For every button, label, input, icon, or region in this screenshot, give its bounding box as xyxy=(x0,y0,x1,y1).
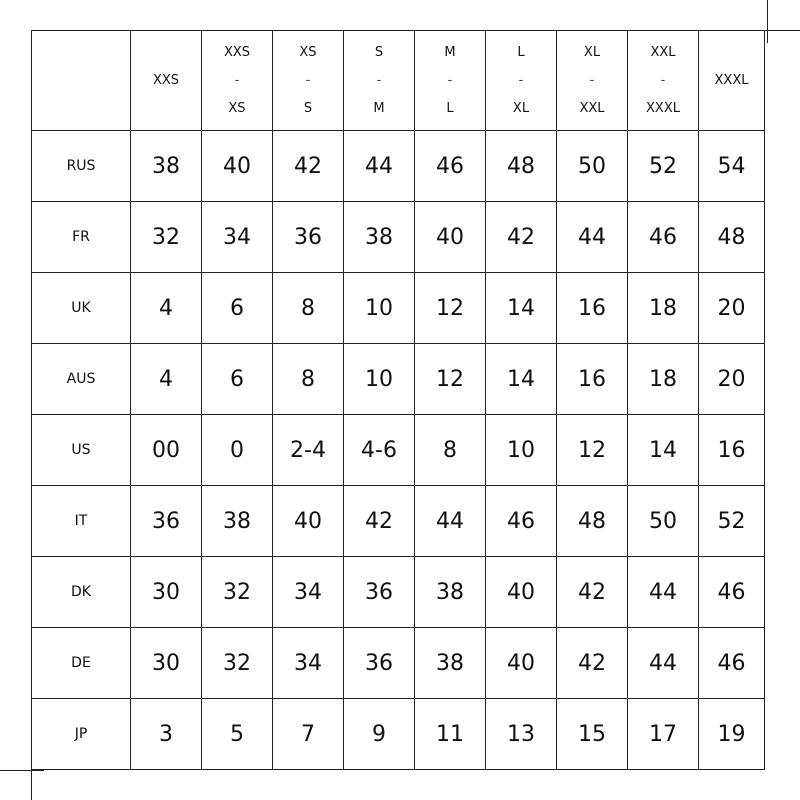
row-label: RUS xyxy=(32,131,131,202)
size-value-cell: 48 xyxy=(557,486,628,557)
size-value-cell: 50 xyxy=(557,131,628,202)
table-row xyxy=(32,415,765,486)
size-value-cell: 20 xyxy=(699,273,765,344)
size-value-cell: 20 xyxy=(699,344,765,415)
column-header xyxy=(628,31,699,131)
size-value-cell: 34 xyxy=(202,202,273,273)
size-value-cell: 10 xyxy=(344,273,415,344)
column-header-line: XXL xyxy=(579,100,605,116)
size-value-cell: 42 xyxy=(344,486,415,557)
size-value-cell: 52 xyxy=(628,131,699,202)
table-row xyxy=(32,202,765,273)
column-header xyxy=(131,31,202,131)
table-row xyxy=(32,628,765,699)
size-value-cell: 46 xyxy=(486,486,557,557)
size-value-cell: 52 xyxy=(699,486,765,557)
crop-mark-top-right-vertical xyxy=(767,0,768,43)
column-header-line: L xyxy=(517,44,525,60)
column-header-stack xyxy=(344,39,414,123)
size-value-cell: 15 xyxy=(557,699,628,770)
size-value-cell: 8 xyxy=(273,344,344,415)
column-header-stack xyxy=(628,39,698,123)
column-header-line: S xyxy=(374,44,384,60)
size-value-cell: 40 xyxy=(273,486,344,557)
size-value-cell: 40 xyxy=(486,628,557,699)
table-row xyxy=(32,699,765,770)
size-value-cell: 6 xyxy=(202,273,273,344)
column-header-line: S xyxy=(303,100,313,116)
column-header-line: XS xyxy=(228,100,246,116)
column-header-stack xyxy=(486,39,556,123)
column-header-stack xyxy=(415,39,485,123)
size-value-cell: 44 xyxy=(628,628,699,699)
size-value-cell: 38 xyxy=(344,202,415,273)
column-header-line: L xyxy=(446,100,454,116)
crop-mark-bottom-left-horizontal xyxy=(0,770,44,771)
size-value-cell: 00 xyxy=(131,415,202,486)
column-header-line: - xyxy=(589,72,595,88)
size-value-cell: 0 xyxy=(202,415,273,486)
size-value-cell: 9 xyxy=(344,699,415,770)
column-header xyxy=(344,31,415,131)
row-label: DE xyxy=(32,628,131,699)
size-value-cell: 42 xyxy=(557,628,628,699)
column-header-line: XXS xyxy=(223,44,251,60)
size-value-cell: 14 xyxy=(486,273,557,344)
size-value-cell: 30 xyxy=(131,628,202,699)
size-value-cell: 48 xyxy=(699,202,765,273)
column-header-line: XXXL xyxy=(646,100,680,116)
size-value-cell: 7 xyxy=(273,699,344,770)
column-header-line: - xyxy=(234,72,240,88)
size-value-cell: 44 xyxy=(628,557,699,628)
size-value-cell: 40 xyxy=(415,202,486,273)
table-row xyxy=(32,131,765,202)
column-header-stack xyxy=(699,67,764,95)
size-value-cell: 3 xyxy=(131,699,202,770)
size-value-cell: 44 xyxy=(557,202,628,273)
column-header-line: XXL xyxy=(650,44,676,60)
column-header-stack xyxy=(202,39,272,123)
size-value-cell: 12 xyxy=(415,344,486,415)
size-value-cell: 11 xyxy=(415,699,486,770)
column-header xyxy=(557,31,628,131)
size-value-cell: 4-6 xyxy=(344,415,415,486)
size-value-cell: 18 xyxy=(628,344,699,415)
row-label: US xyxy=(32,415,131,486)
size-value-cell: 36 xyxy=(344,628,415,699)
column-header-line: - xyxy=(305,72,311,88)
size-value-cell: 54 xyxy=(699,131,765,202)
header-row xyxy=(32,31,765,131)
corner-cell xyxy=(32,31,131,131)
column-header xyxy=(699,31,765,131)
row-label: UK xyxy=(32,273,131,344)
column-header-line: XXS xyxy=(152,72,180,88)
column-header-stack xyxy=(273,39,343,123)
column-header xyxy=(486,31,557,131)
size-conversion-table xyxy=(31,30,765,770)
row-label: FR xyxy=(32,202,131,273)
size-value-cell: 42 xyxy=(486,202,557,273)
size-value-cell: 19 xyxy=(699,699,765,770)
size-value-cell: 38 xyxy=(131,131,202,202)
column-header-stack xyxy=(557,39,627,123)
size-value-cell: 50 xyxy=(628,486,699,557)
size-value-cell: 16 xyxy=(699,415,765,486)
size-value-cell: 2-4 xyxy=(273,415,344,486)
size-value-cell: 32 xyxy=(202,557,273,628)
size-value-cell: 38 xyxy=(415,557,486,628)
column-header-line: M xyxy=(373,100,385,116)
size-value-cell: 42 xyxy=(273,131,344,202)
size-value-cell: 8 xyxy=(415,415,486,486)
size-value-cell: 4 xyxy=(131,273,202,344)
size-value-cell: 40 xyxy=(202,131,273,202)
size-value-cell: 34 xyxy=(273,557,344,628)
row-label: IT xyxy=(32,486,131,557)
size-value-cell: 46 xyxy=(415,131,486,202)
size-value-cell: 14 xyxy=(486,344,557,415)
size-value-cell: 38 xyxy=(415,628,486,699)
size-value-cell: 36 xyxy=(131,486,202,557)
size-value-cell: 32 xyxy=(131,202,202,273)
row-label: DK xyxy=(32,557,131,628)
size-value-cell: 18 xyxy=(628,273,699,344)
size-value-cell: 8 xyxy=(273,273,344,344)
size-value-cell: 5 xyxy=(202,699,273,770)
size-value-cell: 38 xyxy=(202,486,273,557)
size-value-cell: 44 xyxy=(344,131,415,202)
size-value-cell: 10 xyxy=(344,344,415,415)
table-row xyxy=(32,344,765,415)
size-value-cell: 34 xyxy=(273,628,344,699)
column-header-line: - xyxy=(660,72,666,88)
column-header-line: XS xyxy=(299,44,317,60)
column-header xyxy=(273,31,344,131)
size-value-cell: 12 xyxy=(557,415,628,486)
table-row xyxy=(32,486,765,557)
size-value-cell: 36 xyxy=(344,557,415,628)
size-value-cell: 36 xyxy=(273,202,344,273)
size-value-cell: 16 xyxy=(557,344,628,415)
size-value-cell: 4 xyxy=(131,344,202,415)
size-value-cell: 46 xyxy=(628,202,699,273)
column-header-line: XL xyxy=(583,44,601,60)
column-header-line: - xyxy=(447,72,453,88)
column-header-line: M xyxy=(444,44,456,60)
row-label: JP xyxy=(32,699,131,770)
column-header xyxy=(202,31,273,131)
size-value-cell: 44 xyxy=(415,486,486,557)
column-header-line: - xyxy=(518,72,524,88)
size-value-cell: 10 xyxy=(486,415,557,486)
size-value-cell: 42 xyxy=(557,557,628,628)
size-value-cell: 40 xyxy=(486,557,557,628)
size-value-cell: 13 xyxy=(486,699,557,770)
size-value-cell: 16 xyxy=(557,273,628,344)
column-header xyxy=(415,31,486,131)
size-value-cell: 32 xyxy=(202,628,273,699)
row-label: AUS xyxy=(32,344,131,415)
column-header-line: XL xyxy=(512,100,530,116)
size-value-cell: 30 xyxy=(131,557,202,628)
size-value-cell: 6 xyxy=(202,344,273,415)
column-header-line: - xyxy=(376,72,382,88)
column-header-line: XXXL xyxy=(714,72,749,88)
size-value-cell: 12 xyxy=(415,273,486,344)
size-value-cell: 14 xyxy=(628,415,699,486)
column-header-stack xyxy=(131,67,201,95)
table-row xyxy=(32,273,765,344)
size-value-cell: 46 xyxy=(699,557,765,628)
table-row xyxy=(32,557,765,628)
size-value-cell: 48 xyxy=(486,131,557,202)
size-value-cell: 46 xyxy=(699,628,765,699)
size-value-cell: 17 xyxy=(628,699,699,770)
